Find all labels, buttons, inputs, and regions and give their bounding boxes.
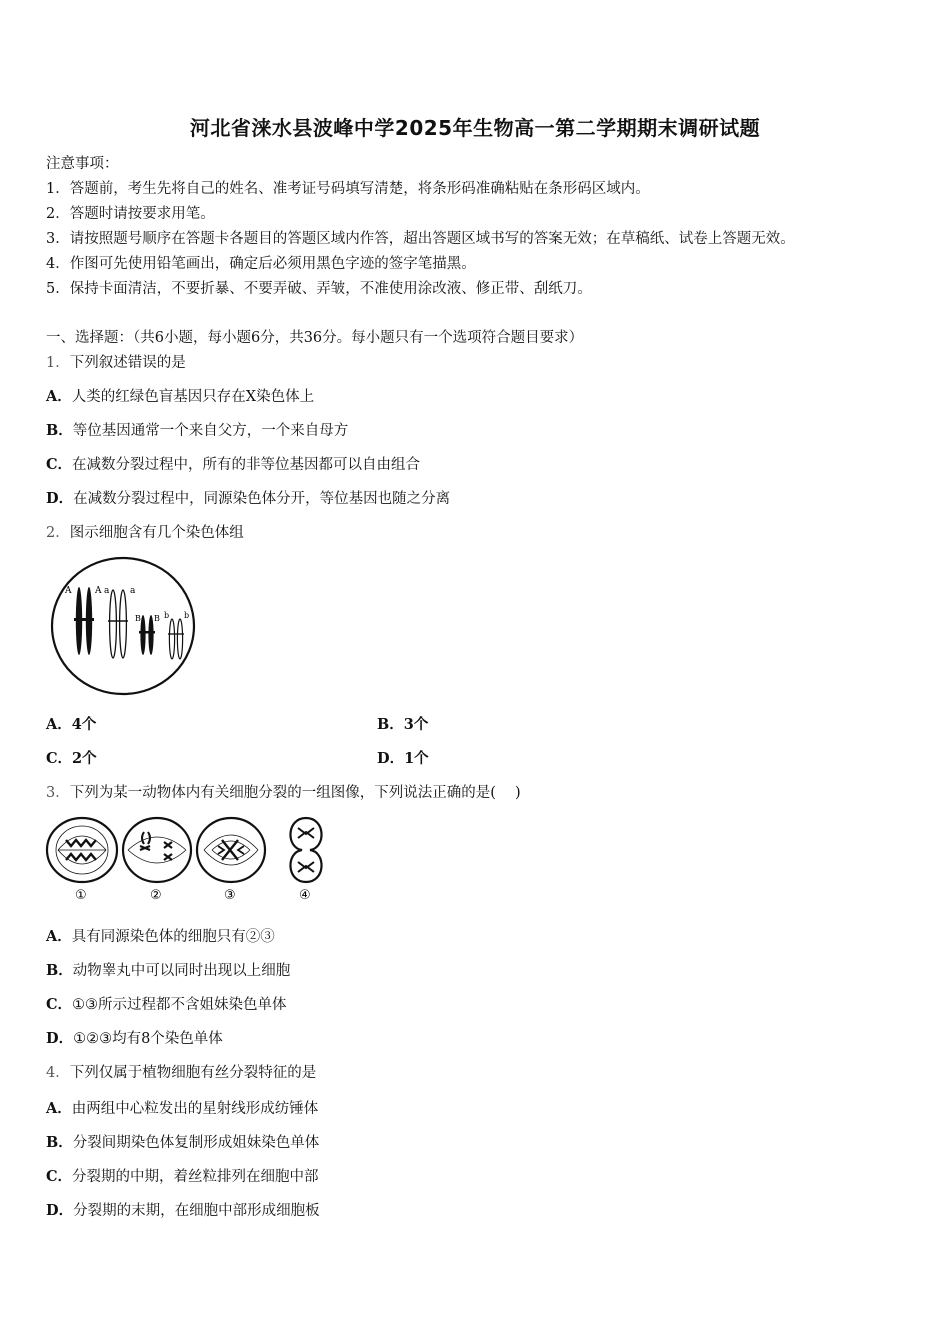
option-d	[46, 487, 450, 508]
option-b	[46, 959, 290, 980]
option-key: C．	[46, 750, 73, 767]
notice-item: 3．请按照题号顺序在答题卡各题目的答题区域内作答，超出答题区域书写的答案无效；在草稿纸、试卷上答题无效。	[46, 231, 795, 247]
option-text: 等位基因通常一个来自父方，一个来自母方	[72, 423, 349, 439]
section-heading: 一、选择题：（共6小题，每小题6分，共36分。每小题只有一个选项符合题目要求）	[46, 330, 584, 346]
option-c	[46, 747, 97, 768]
question-number: 1．	[46, 355, 70, 371]
option-text: 在减数分裂过程中，所有的非等位基因都可以自由组合	[72, 457, 421, 473]
question-stem	[46, 1061, 316, 1082]
option-b	[377, 713, 428, 734]
notice-item: 5．保持卡面清洁，不要折暴、不要弄破、弄皱，不准使用涂改液、修正带、刮纸刀。	[46, 281, 592, 297]
gene-label: a	[130, 586, 136, 596]
option-c	[46, 453, 420, 474]
option-text: ①②③均有8个染色单体	[73, 1031, 223, 1047]
question-text: 下列叙述错误的是	[69, 355, 186, 371]
question-text: 图示细胞含有几个染色体组	[69, 525, 244, 541]
question-stem	[46, 351, 186, 372]
cell-division-figure	[44, 814, 334, 904]
option-key: D．	[46, 1030, 74, 1047]
option-text: 动物睾丸中可以同时出现以上细胞	[72, 963, 291, 979]
option-key: B．	[377, 716, 404, 733]
question-stem	[46, 521, 244, 542]
figure-label: ④	[299, 888, 311, 903]
question-number: 2．	[46, 525, 70, 541]
gene-label: a	[104, 586, 110, 596]
gene-label: B	[135, 614, 141, 623]
option-key: D．	[46, 1202, 74, 1219]
option-text: 1个	[404, 750, 429, 767]
option-b	[46, 1131, 319, 1152]
option-key: D．	[46, 490, 74, 507]
option-c	[46, 1165, 319, 1186]
option-text: 人类的红绿色盲基因只存在X染色体上	[71, 389, 315, 405]
gene-label: A	[65, 586, 72, 596]
option-key: C．	[46, 996, 73, 1013]
option-key: A．	[46, 716, 72, 733]
option-b	[46, 419, 348, 440]
option-key: B．	[46, 422, 73, 439]
option-text: 3个	[403, 716, 429, 733]
page-title: 河北省涞水县波峰中学2025年生物高一第二学期期末调研试题	[189, 116, 761, 140]
option-text: 具有同源染色体的细胞只有②③	[71, 929, 275, 945]
option-a	[46, 385, 314, 406]
option-key: B．	[46, 1134, 73, 1151]
question-text: 下列仅属于植物细胞有丝分裂特征的是	[69, 1065, 317, 1081]
notice-item: 2．答题时请按要求用笔。	[46, 206, 215, 222]
question-text: 下列为某一动物体内有关细胞分裂的一组图像，下列说法正确的是( )	[69, 785, 521, 801]
option-text: 在减数分裂过程中，同源染色体分开，等位基因也随之分离	[73, 491, 451, 507]
question-number: 4．	[46, 1065, 70, 1081]
chromosome-cell-figure	[50, 555, 200, 697]
figure-label: ③	[224, 888, 236, 903]
gene-label: B	[154, 614, 160, 623]
option-key: C．	[46, 456, 73, 473]
option-key: B．	[46, 962, 73, 979]
option-d	[46, 1199, 320, 1220]
option-key: C．	[46, 1168, 73, 1185]
option-text: 2个	[72, 750, 97, 767]
option-c	[46, 993, 287, 1014]
gene-label: b	[164, 611, 170, 620]
gene-label: b	[184, 611, 190, 620]
option-d	[377, 747, 429, 768]
notice-item: 4．作图可先使用铅笔画出，确定后必须用黑色字迹的签字笔描黑。	[46, 256, 476, 272]
notice-heading: 注意事项：	[46, 156, 119, 172]
option-text: 分裂期的末期，在细胞中部形成细胞板	[73, 1203, 320, 1219]
option-text: ①③所示过程都不含姐妹染色单体	[72, 997, 287, 1013]
option-d	[46, 1027, 223, 1048]
question-stem	[46, 781, 521, 802]
option-a	[46, 713, 96, 734]
option-text: 由两组中心粒发出的星射线形成纺锤体	[71, 1101, 319, 1117]
option-key: A．	[46, 928, 72, 945]
notice-item: 1．答题前，考生先将自己的姓名、准考证号码填写清楚，将条形码准确粘贴在条形码区域内。	[46, 181, 650, 197]
figure-label: ①	[75, 888, 87, 903]
option-a	[46, 925, 275, 946]
option-key: D．	[377, 750, 405, 767]
figure-label: ②	[150, 888, 162, 903]
option-text: 分裂期的中期，着丝粒排列在细胞中部	[72, 1169, 319, 1185]
option-a	[46, 1097, 318, 1118]
question-number: 3．	[46, 785, 70, 801]
option-text: 分裂间期染色体复制形成姐妹染色单体	[72, 1135, 320, 1151]
option-key: A．	[46, 388, 72, 405]
option-text: 4个	[71, 716, 97, 733]
option-key: A．	[46, 1100, 72, 1117]
gene-label: A	[95, 586, 102, 596]
